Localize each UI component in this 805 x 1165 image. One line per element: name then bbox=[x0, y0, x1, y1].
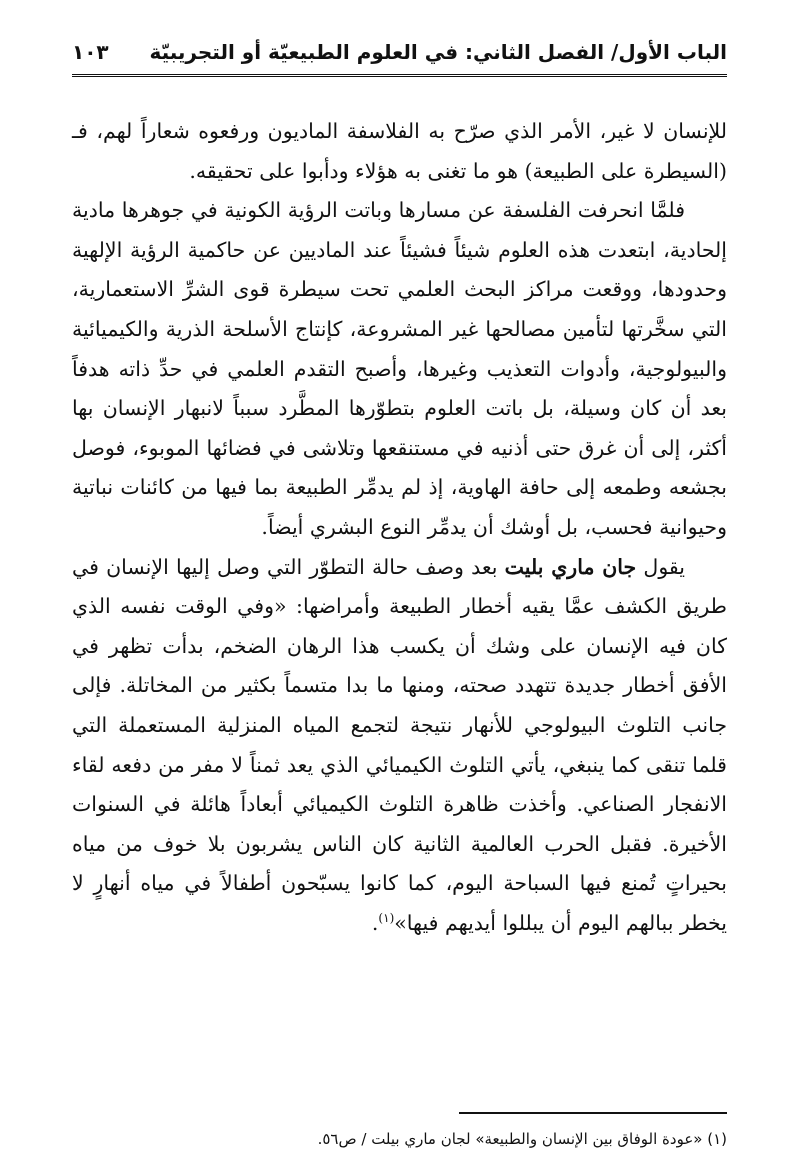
cited-author: جان ماري بليت bbox=[504, 554, 637, 579]
paragraph-3-end: . bbox=[371, 910, 379, 935]
quotation-text: بعد وصف حالة التطوّر التي وصل إليها الإنسان في طريق الكشف عمَّا يقيه أخطار الطبيعة وأمراضها: «وفي الوقت نفسه الذي كان فيه الإنسان على وشك أن يكسب هذا الرهان الضخم، بدأت تظهر في الأفق أخطار جديدة تتهدد صحته، ومنها ما بدا متسماً بكثير من المخاتلة. فإلى جانب التلوث البيولوجي للأنهار نتيجة لتجمع المياه المنزلية المستعملة التي قلما تنقى كما ينبغي، يأتي التلوث الكيميائي الذي يعد ثمناً لا مفر من دفعه لقاء الانفجار الصناعي. وأخذت ظاهرة التلوث الكيميائي أبعاداً هائلة في السنوات الأخيرة. فقبل الحرب العالمية الثانية كان الناس يشربون بلا خوف من مياه بحيراتٍ تُمنع فيها السباحة اليوم، كما كانوا يسبّحون أطفالاً في مياه أنهارٍ لا يخطر ببالهم اليوم أن يبللوا أيديهم فيها» bbox=[72, 554, 727, 935]
paragraph-3-lead: يقول bbox=[643, 554, 685, 579]
footnote-reference[interactable]: (١) bbox=[378, 911, 395, 926]
footnote-divider bbox=[459, 1112, 727, 1114]
footnote: (١) «عودة الوفاق بين الإنسان والطبيعة» لجان ماري بيلت / ص٥٦. bbox=[317, 1130, 727, 1148]
main-text bbox=[72, 112, 727, 943]
paragraph-2: فلمَّا انحرفت الفلسفة عن مسارها وباتت الرؤية الكونية في جوهرها مادية إلحادية، ابتعدت هذه العلوم شيئاً فشيئاً عند الماديين عن حاكمية الرؤية الإلهية وحدودها، ووقعت مراكز البحث العلمي تحت سيطرة قوى الشرِّ الاستعمارية، التي سخَّرتها لتأمين مصالحها غير المشروعة، كإنتاج الأسلحة الذرية والكيميائية والبيولوجية، وأدوات التعذيب وغيرها، وأصبح التقدم العلمي في حدِّ ذاته هدفاً بعد أن كان وسيلة، بل باتت العلوم بتطوّرها المطَّرد سبباً لانبهار الإنسان بها أكثر، إلى أن غرق حتى أذنيه في مستنقعها وتلاشى في فضائها الموبوء، فوصل بجشعه وطمعه إلى حافة الهاوية، إذ لم يدمِّر الطبيعة بما فيها من كائنات نباتية وحيوانية فحسب، بل أوشك أن يدمِّر النوع البشري أيضاً. bbox=[72, 198, 727, 539]
chapter-title: الباب الأول/ الفصل الثاني: في العلوم الطبيعيّة أو التجريبيّة bbox=[149, 40, 727, 64]
page-number: ١٠٣ bbox=[72, 40, 109, 64]
paragraph-3 bbox=[72, 548, 727, 944]
running-header bbox=[72, 30, 727, 77]
paragraph-1: للإنسان لا غير، الأمر الذي صرّح به الفلاسفة الماديون ورفعوه شعاراً لهم، فـ (السيطرة على الطبيعة) هو ما تغنى به هؤلاء ودأبوا على تحقيقه. bbox=[72, 119, 727, 183]
